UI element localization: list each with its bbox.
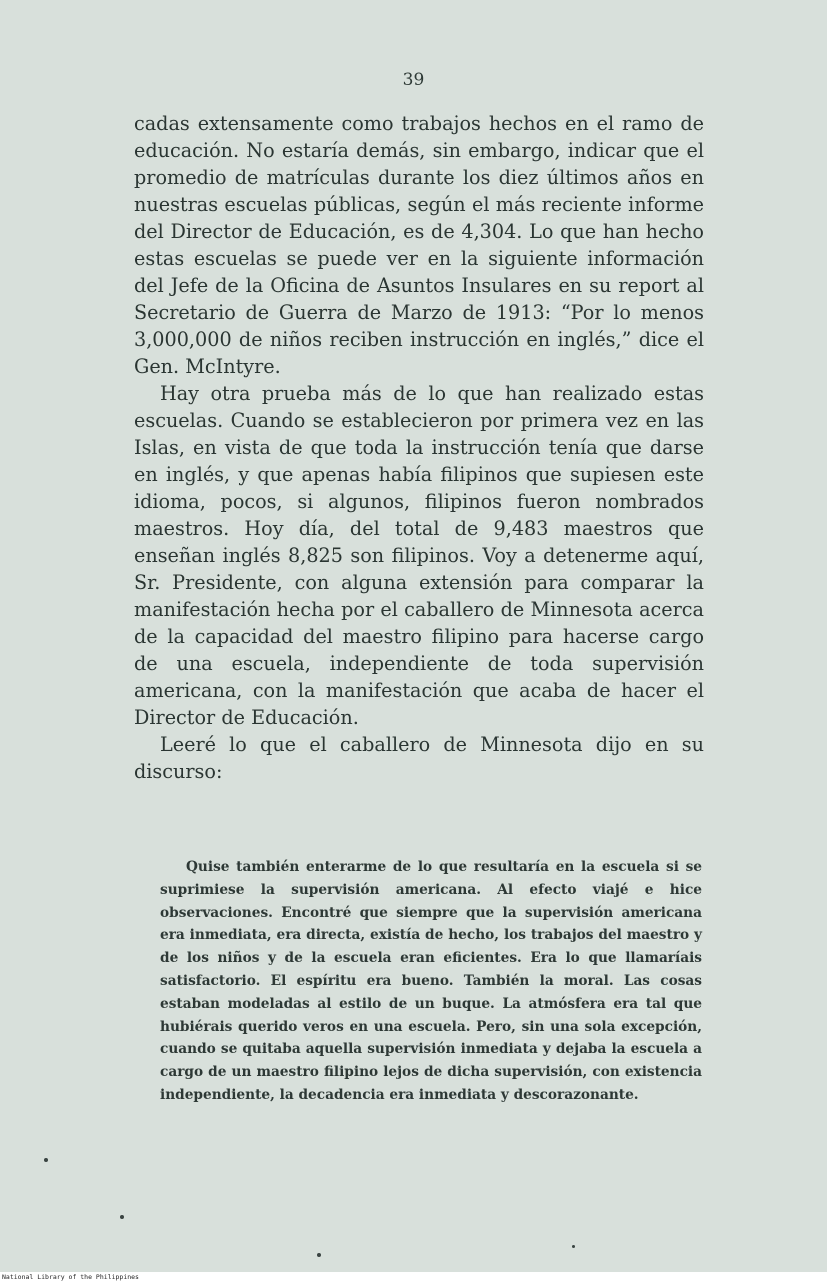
scan-speck — [120, 1215, 124, 1219]
quote-text: Quise también enterarme de lo que resultaría en la escuela si se suprimiese la supervisión americana. Al efecto viajé e hice observaciones. Encontré que siempre que la supervisión americana era inmediata, era directa, existía de hecho, los trabajos del maestro y de los niños y de la escuela eran eficientes. Era lo que llamaríais satisfactorio. El espíritu era bueno. También la moral. Las cosas estaban modeladas al estilo de un buque. La atmósfera era tal que hubiérais querido veros en una escuela. Pero, sin una sola excepción, cuando se quitaba aquella supervisión inmediata y dejaba la escuela a cargo de un maestro filipino lejos de dicha supervisión, con existencia independiente, la decadencia era inmediata y descorazonante. — [160, 859, 702, 1103]
page-number: 39 — [402, 70, 425, 90]
body-text — [134, 110, 704, 785]
paragraph-teachers: Hay otra prueba más de lo que han realizado estas escuelas. Cuando se establecieron por primera vez en las Islas, en vista de que toda la instrucción tenía que darse en inglés, y que apenas había filipinos que supiesen este idioma, pocos, si algunos, filipinos fueron nombrados maestros. Hoy día, del total de 9,483 maestros que enseñan inglés 8,825 son filipinos. Voy a detenerme aquí, Sr. Presidente, con alguna extensión para comparar la manifestación hecha por el caballero de Minnesota acerca de la capacidad del maestro filipino para hacerse cargo de una escuela, independiente de toda supervisión americana, con la manifestación que acaba de hacer el Director de Educación. — [134, 382, 704, 729]
scan-speck — [317, 1253, 321, 1257]
scan-speck — [44, 1158, 48, 1162]
paragraph-quote-intro: Leeré lo que el caballero de Minnesota dijo en su discurso: — [134, 733, 704, 783]
scan-speck — [572, 1245, 575, 1248]
footer-credit: National Library of the Philippines — [2, 1273, 139, 1281]
block-quote — [160, 856, 702, 1107]
paragraph-continuation: cadas extensamente como trabajos hechos en el ramo de educación. No estaría demás, sin embargo, indicar que el promedio de matrículas durante los diez últimos años en nuestras escuelas públicas, según el más reciente informe del Director de Educación, es de 4,304. Lo que han hecho estas escuelas se puede ver en la siguiente información del Jefe de la Oficina de Asuntos Insulares en su report al Secretario de Guerra de Marzo de 1913: “Por lo menos 3,000,000 de niños reciben instrucción en inglés,” dice el Gen. McIntyre. — [134, 112, 704, 378]
